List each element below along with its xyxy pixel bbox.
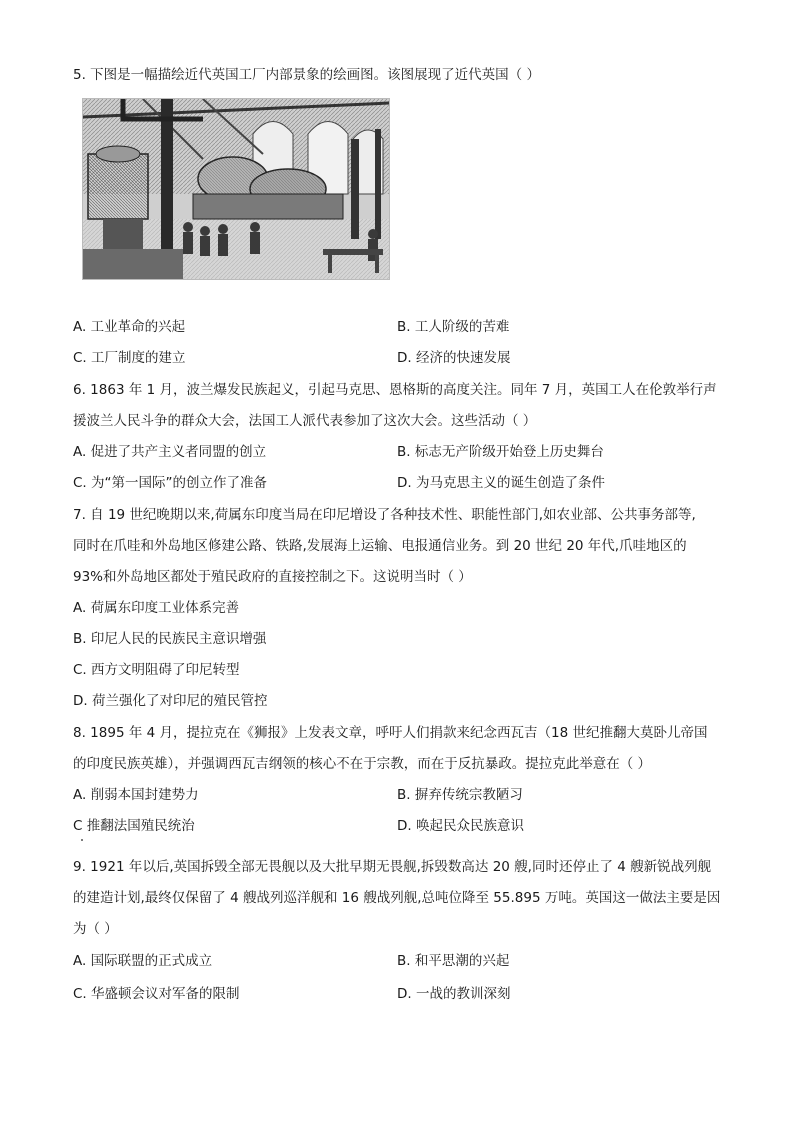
question-9-stem-line-1: 9. 1921 年以后,英国拆毁全部无畏舰以及大批早期无畏舰,拆毁数高达 20 艘,同时还停止了 4 艘新锐战列舰 <box>73 859 712 875</box>
question-5-option-d[interactable]: D. 经济的快速发展 <box>397 350 511 366</box>
question-7-stem-line-1: 7. 自 19 世纪晚期以来,荷属东印度当局在印尼增设了各种技术性、职能性部门,如农业部、公共事务部等, <box>73 507 696 523</box>
factory-engraving-image <box>82 98 390 280</box>
question-6-option-b[interactable]: B. 标志无产阶级开始登上历史舞台 <box>397 444 604 460</box>
question-6-option-d[interactable]: D. 为马克思主义的诞生创造了条件 <box>397 475 605 491</box>
stray-dot-mark <box>81 839 83 841</box>
question-9-option-d[interactable]: D. 一战的教训深刻 <box>397 986 511 1002</box>
question-7-option-b[interactable]: B. 印尼人民的民族民主意识增强 <box>73 631 267 647</box>
question-5-option-a[interactable]: A. 工业革命的兴起 <box>73 319 186 335</box>
question-7-option-d[interactable]: D. 荷兰强化了对印尼的殖民管控 <box>73 693 268 709</box>
question-9-option-c[interactable]: C. 华盛顿会议对军备的限制 <box>73 986 240 1002</box>
question-9-option-a[interactable]: A. 国际联盟的正式成立 <box>73 953 213 969</box>
question-7-stem-line-2: 同时在爪哇和外岛地区修建公路、铁路,发展海上运输、电报通信业务。到 20 世纪 20 年代,爪哇地区的 <box>73 538 687 554</box>
question-7-option-a[interactable]: A. 荷属东印度工业体系完善 <box>73 600 240 616</box>
question-8-stem-line-1: 8. 1895 年 4 月，提拉克在《狮报》上发表文章，呼吁人们捐款来纪念西瓦吉（18 世纪推翻大莫卧儿帝国 <box>73 725 708 741</box>
question-5-option-c[interactable]: C. 工厂制度的建立 <box>73 350 186 366</box>
question-5-option-b[interactable]: B. 工人阶级的苦难 <box>397 319 510 335</box>
question-8-option-b[interactable]: B. 摒弃传统宗教陋习 <box>397 787 523 803</box>
question-8-stem-line-2: 的印度民族英雄），并强调西瓦吉纲领的核心不在于宗教，而在于反抗暴政。提拉克此举意在（ ） <box>73 756 652 772</box>
question-9-stem-line-3: 为（ ） <box>73 921 118 937</box>
question-8-option-a[interactable]: A. 削弱本国封建势力 <box>73 787 199 803</box>
question-9-option-b[interactable]: B. 和平思潮的兴起 <box>397 953 510 969</box>
question-6-stem-line-2: 援波兰人民斗争的群众大会，法国工人派代表参加了这次大会。这些活动（ ） <box>73 413 537 429</box>
question-6-stem-line-1: 6. 1863 年 1 月，波兰爆发民族起义，引起马克思、恩格斯的高度关注。同年 7 月，英国工人在伦敦举行声 <box>73 382 717 398</box>
question-6-option-c[interactable]: C. 为“第一国际”的创立作了准备 <box>73 475 267 491</box>
question-9-stem-line-2: 的建造计划,最终仅保留了 4 艘战列巡洋舰和 16 艘战列舰,总吨位降至 55.895 万吨。英国这一做法主要是因 <box>73 890 721 906</box>
question-5-stem: 5. 下图是一幅描绘近代英国工厂内部景象的绘画图。该图展现了近代英国（ ） <box>73 67 540 83</box>
question-8-option-c[interactable]: C 推翻法国殖民统治 <box>73 818 195 834</box>
question-8-option-d[interactable]: D. 唤起民众民族意识 <box>397 818 524 834</box>
question-6-option-a[interactable]: A. 促进了共产主义者同盟的创立 <box>73 444 267 460</box>
question-7-option-c[interactable]: C. 西方文明阻碍了印尼转型 <box>73 662 240 678</box>
question-7-stem-line-3: 93%和外岛地区都处于殖民政府的直接控制之下。这说明当时（ ） <box>73 569 472 585</box>
